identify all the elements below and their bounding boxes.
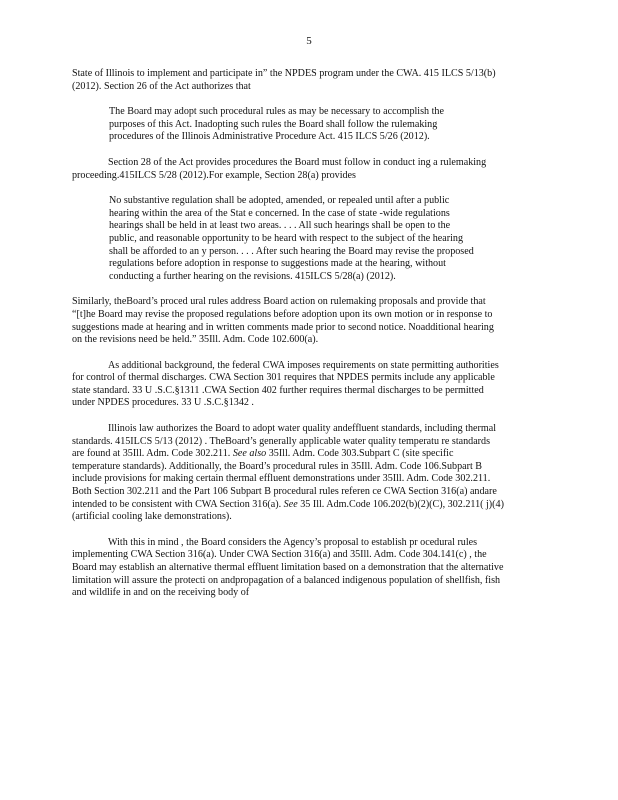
paragraph-agency-proposal: With this in mind , the Board considers the Agency’s proposal to establish pr ocedural rules implementing CWA Section 316(a). Under CWA Section 316(a) and 35Ill. Adm. Code 304.141(c) , the Board may establish an alternative thermal effluent limitation based on a demonstration that the alternative limitation will assure the protecti on andpropagation of a balanced indigenous population of shellfish, fish and wildlife in and on the receiving body of <box>72 536 504 599</box>
paragraph-section-28: Section 28 of the Act provides procedures the Board must follow in conduct ing a rulemaking proceeding.415ILCS 5/28 (2012).For example, Section 28(a) provides <box>72 156 487 181</box>
illinois-law-text-a: Illinois law authorizes the Board to adopt water quality andeffluent standards, including thermal standards. 415ILCS 5/13 (2012) . TheBoard’s generally applicable water quality temperatu re standards are found at 35Ill. Adm. Code 302.211. <box>72 423 497 460</box>
paragraph-intro: State of Illinois to implement and participate in” the NPDES program under the CWA. 415 ILCS 5/13(b) (2012). Section 26 of the Act authorizes that <box>72 68 496 92</box>
illinois-law-text-b: 35Ill. Adm. Code 303.Subpart C (site specific temperature standards). Additionally, the Board’s procedural rules in 35Ill. Adm. Code 106.Subpart B include provisions for making certain thermal effluent demonstrations under 35Ill. Adm. Code 302.211. Both Section 302.211 and the Part 106 Subpart B procedural rules referen ce CWA Section 316(a) andare intended to be consistent with CWA Section 316(a). <box>72 448 497 510</box>
illinois-law-text-c: 35 Ill. Adm.Code 106.202(b)(2)(C), 302.211( j)(4) (artificial cooling lake demonstrations). <box>72 498 504 523</box>
see-also-signal: See also <box>232 448 267 460</box>
paragraph-illinois-law <box>72 423 504 524</box>
block-quote-section-28a: No substantive regulation shall be adopted, amended, or repealed until after a public hearing within the area of the Stat e concerned. In the case of state -wide regulations hearings shall be held in at least two areas. . . . All such hearings shall be open to the public, and reasonable opportunity to be heard with respect to the subject of the hearing shall be afforded to an y person. . . . After such hearing the Board may revise the proposed regulations before adoption in response to suggestions made at the hearing, without conducting a further hearing on the revisions. 415ILCS 5/28(a) (2012). <box>109 195 474 282</box>
paragraph-federal-cwa: As additional background, the federal CWA imposes requirements on state permitting authorities for control of thermal discharges. CWA Section 301 requires that NPDES permits include any applicable state standard. 33 U .S.C.§1311 .CWA Section 402 further requires thermal discharges to be permitted under NPDES procedures. 33 U .S.C.§1342 . <box>72 359 499 409</box>
see-signal: See <box>283 498 298 510</box>
paragraph-procedural-rules: Similarly, theBoard’s proced ural rules address Board action on rulemaking proposals and provide that “[t]he Board may revise the proposed regulations before adoption upon its own motion or in response to suggestions made at hearing and in written comments made prior to second notice. Noadditional hearing on the revisions need be held.” 35Ill. Adm. Code 102.600(a). <box>72 296 494 346</box>
page-number: 5 <box>306 35 312 47</box>
block-quote-section-26: The Board may adopt such procedural rules as may be necessary to accomplish the purposes of this Act. Inadopting such rules the Board shall follow the rulemaking procedures of the Illinois Administrative Procedure Act. 415 ILCS 5/26 (2012). <box>109 106 444 143</box>
document-body <box>72 68 504 600</box>
